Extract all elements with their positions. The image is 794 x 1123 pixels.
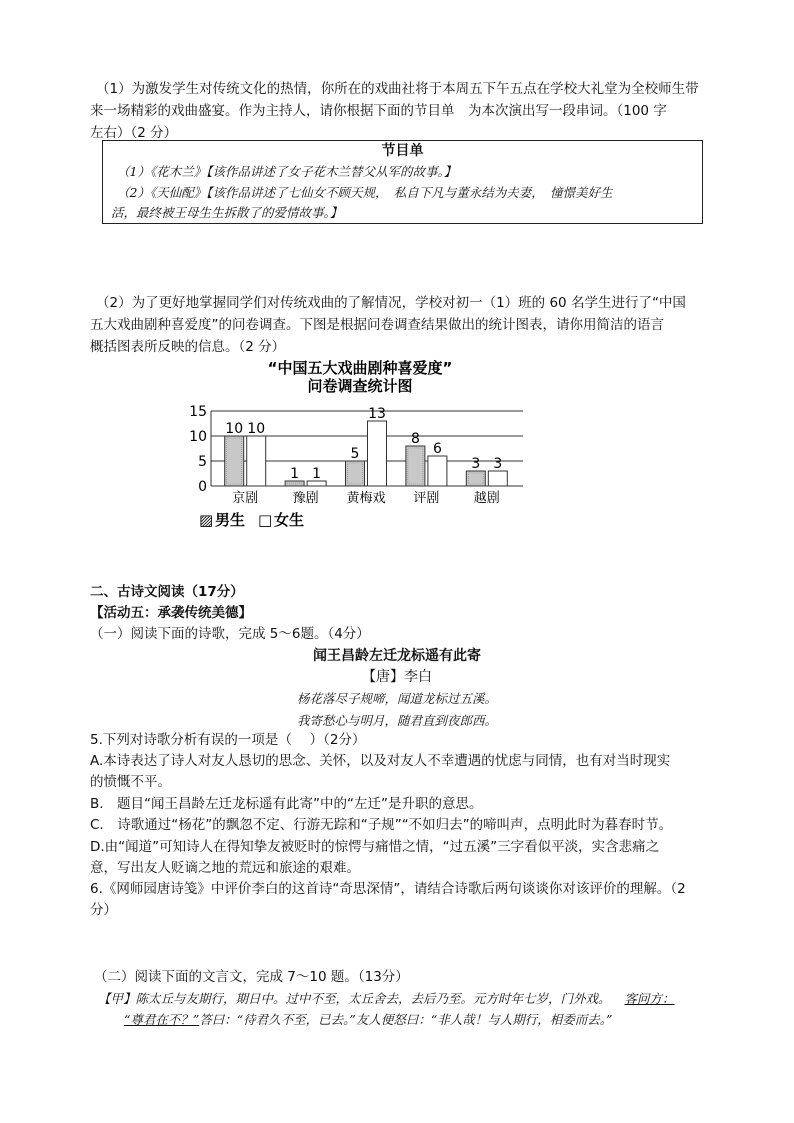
program-item-2-line2: 活，最终被王母生生拆散了的爱情故事。】 [111, 205, 343, 220]
section-heading: 二、古诗文阅读（17分） [90, 584, 244, 600]
category-label: 豫剧 [292, 491, 319, 506]
program-item-1: （1）《花木兰》【该作品讲述了女子花木兰替父从军的故事。】 [117, 164, 457, 179]
poem-title: 闻王昌龄左迁龙标遥有此寄 [313, 648, 481, 664]
q5-stem: 5.下列对诗歌分析有误的一项是（ ）（2分） [90, 732, 366, 748]
q2-line2: 五大戏曲剧种喜爱度”的问卷调查。下图是根据问卷调查结果做出的统计图表，请你用简洁的语言 [90, 317, 664, 333]
category-label: 黄梅戏 [346, 491, 386, 506]
chart-legend [199, 511, 304, 529]
bar-value-label: 13 [368, 406, 386, 422]
q5-option-d-line1: D.由“闻道”可知诗人在得知挚友被贬时的惊愕与痛惜之情，“过五溪”三字看似平淡，实含悲痛之 [90, 839, 660, 855]
q1-line1: （1）为激发学生对传统文化的热情，你所在的戏曲社将于本周五下午五点在学校大礼堂为全校师生带 [96, 81, 699, 97]
bar-value-label: 1 [290, 466, 300, 482]
jia-line-1 [98, 988, 675, 1010]
q5-option-a-line2: 的愤慨不平。 [90, 774, 171, 790]
chart-title: “中国五大戏曲剧种喜爱度” [267, 359, 453, 377]
bar-male [225, 436, 244, 486]
poem-author: 【唐】李白 [362, 669, 432, 685]
y-tick-label: 10 [189, 429, 207, 445]
bar-chart [185, 355, 535, 535]
bar-female [428, 456, 447, 486]
q2-line1: （2）为了更好地掌握同学们对传统戏曲的了解情况，学校对初一（1）班的 60 名学生进行了“中国 [96, 295, 686, 311]
jia-line-1-text: 【甲】陈太丘与友期行，期日中。过中不至，太丘舍去，去后乃至。元方时年七岁，门外戏。 [98, 991, 611, 1006]
q5-option-b: B. 题目“闻王昌龄左迁龙标遥有此寄”中的“左迁”是升职的意思。 [90, 796, 483, 812]
jia-line-2-underlined: “尊君在不？” [124, 1012, 200, 1027]
bar-female [247, 436, 266, 486]
bar-male [346, 461, 365, 486]
category-label: 越剧 [473, 491, 500, 506]
bar-value-label: 5 [350, 446, 360, 462]
legend-female-marker: □ [258, 511, 273, 529]
bar-value-label: 3 [471, 456, 481, 472]
program-box [102, 140, 703, 224]
program-item-2-line1: （2）《天仙配》【该作品讲述了七仙女不顾天规， 私自下凡与董永结为夫妻， 憧憬美好生 [117, 185, 613, 200]
program-title: 节目单 [381, 143, 424, 159]
category-label: 京剧 [232, 491, 259, 506]
jia-line-2 [124, 1009, 612, 1031]
bar-value-label: 10 [247, 421, 266, 437]
part2-heading: （二）阅读下面的文言文，完成 7～10 题。（13分） [94, 969, 409, 985]
y-tick-label: 15 [189, 404, 207, 420]
legend-female-label: 女生 [274, 511, 305, 529]
bar-value-label: 10 [225, 421, 244, 437]
q5-option-a-line1: A.本诗表达了诗人对友人恳切的思念、关怀，以及对友人不幸遭遇的忧虑与同情，也有对当时现实 [90, 753, 671, 769]
q1-line2: 来一场精彩的戏曲盛宴。作为主持人，请你根据下面的节目单 为本次演出写一段串词。（100 字 [90, 103, 667, 119]
bar-male [406, 446, 425, 486]
bar-female [488, 471, 507, 486]
q5-option-d-line2: 意，写出友人贬谪之地的荒远和旅途的艰难。 [90, 860, 360, 876]
y-tick-label: 0 [198, 479, 207, 495]
bar-value-label: 1 [312, 466, 322, 482]
bar-value-label: 3 [493, 456, 503, 472]
category-label: 评剧 [413, 491, 440, 506]
bar-value-label: 8 [410, 431, 420, 447]
y-tick-label: 5 [198, 454, 207, 470]
legend-male-marker: ▨ [199, 511, 214, 529]
q5-option-c: C. 诗歌通过“杨花”的飘忽不定、行游无踪和“子规”“不如归去”的啼叫声，点明此时为暮春时节。 [90, 817, 673, 833]
bar-female [368, 421, 387, 486]
poem-line-2: 我寄愁心与明月，随君直到夜郎西。 [296, 713, 497, 728]
q6-line2: 分） [90, 902, 117, 918]
chart-subtitle: 问卷调查统计图 [307, 377, 413, 395]
chart-bars [225, 406, 508, 506]
part1-heading: （一）阅读下面的诗歌，完成 5～6题。（4分） [90, 626, 370, 642]
q2-line3: 概括图表所反映的信息。（2 分） [90, 339, 286, 355]
q6-line1: 6.《网师园唐诗笺》中评价李白的这首诗“奇思深情”，请结合诗歌后两句谈谈你对该评价的理解。（2 [90, 881, 686, 897]
poem-line-1: 杨花落尽子规啼，闻道龙标过五溪。 [296, 691, 497, 706]
jia-line-1-underlined: 客问方： [624, 991, 675, 1006]
q1-line3: 左右）（2 分） [90, 125, 178, 141]
activity-heading: 【活动五：承袭传统美德】 [90, 605, 252, 621]
jia-line-2-text: 答曰：“待君久不至，已去。”友人便怒曰：“非人哉！与人期行，相委而去。” [199, 1012, 613, 1027]
bar-value-label: 6 [432, 441, 442, 457]
legend-male-label: 男生 [215, 511, 246, 529]
